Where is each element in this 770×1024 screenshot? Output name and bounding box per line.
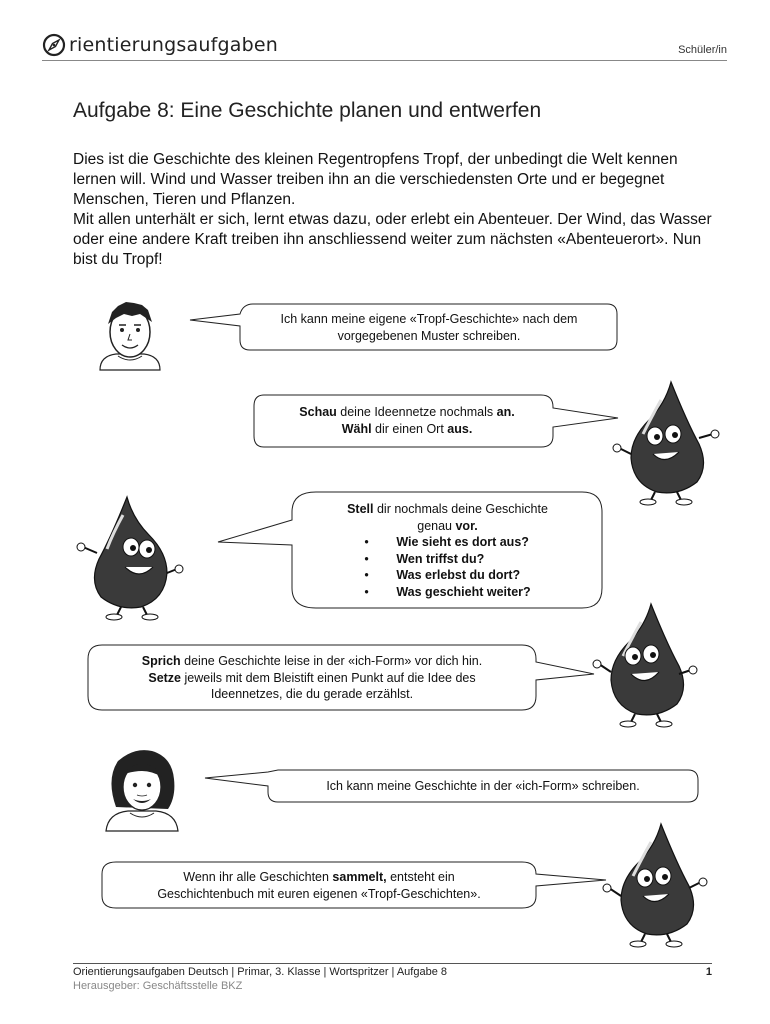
girl-figure bbox=[106, 750, 178, 831]
raindrop-figure-2 bbox=[77, 497, 183, 620]
bubble-3-text bbox=[300, 501, 595, 600]
intro-paragraph-1: Dies ist die Geschichte des kleinen Regentropfens Tropf, der unbedingt die Welt kennen lernen will. Wind und Wasser treiben ihn an die verschiedensten Orte und er begegnet Menschen, Tieren und Pflanzen. bbox=[73, 151, 678, 208]
bubble-2-line-1: Schau deine Ideennetze nochmals an. bbox=[299, 405, 515, 419]
bubble-3-line-1: Stell dir nochmals deine Geschichte bbox=[347, 502, 548, 516]
list-item: • Was geschieht weiter? bbox=[364, 584, 530, 601]
raindrop-figure-3 bbox=[593, 604, 697, 727]
logo-text: rientierungsaufgaben bbox=[69, 34, 278, 56]
footer-divider bbox=[73, 963, 712, 964]
bubble-4-line-3: Ideennetzes, die du gerade erzählst. bbox=[210, 687, 414, 701]
page-title: Aufgabe 8: Eine Geschichte planen und entwerfen bbox=[73, 99, 542, 122]
raindrop-figure-4 bbox=[603, 824, 707, 947]
bubble-2-line-2: Wähl dir einen Ort aus. bbox=[341, 421, 473, 436]
bubble-2-text bbox=[262, 404, 552, 437]
bubble-4-text bbox=[92, 653, 532, 703]
bubble-6-text bbox=[104, 869, 534, 902]
question-list bbox=[364, 534, 530, 600]
list-item: • Wie sieht es dort aus? bbox=[364, 534, 530, 551]
role-label: Schüler/in bbox=[678, 44, 727, 56]
bubble-3-line-2: genau vor. bbox=[417, 518, 478, 533]
bubble-4-line-2: Setze jeweils mit dem Bleistift einen Punkt auf die Idee des bbox=[148, 670, 476, 685]
list-item: • Was erlebst du dort? bbox=[364, 567, 530, 584]
list-item: • Wen triffst du? bbox=[364, 551, 530, 568]
bubble-4-line-1: Sprich deine Geschichte leise in der «ich-Form» vor dich hin. bbox=[141, 654, 483, 668]
raindrop-figure-1 bbox=[613, 382, 719, 505]
bubble-6-line-1: Wenn ihr alle Geschichten sammelt, entsteht ein bbox=[183, 870, 455, 884]
boy-figure bbox=[100, 302, 160, 370]
publisher-text: Herausgeber: Geschäftsstelle BKZ bbox=[73, 980, 243, 992]
page-number: 1 bbox=[705, 966, 712, 978]
bubble-1-text: Ich kann meine eigene «Tropf-Geschichte» nach dem vorgegebenen Muster schreiben. bbox=[280, 312, 578, 343]
intro-paragraph-2: Mit allen unterhält er sich, lernt etwas dazu, oder erlebt ein Abenteuer. Der Wind, das Wasser oder eine andere Kraft treiben ihn anschliessend weiter zum nächsten «Abenteuerort». Nun bist du Tropf! bbox=[73, 211, 712, 268]
footer-text: Orientierungsaufgaben Deutsch | Primar, 3. Klasse | Wortspritzer | Aufgabe 8 bbox=[73, 966, 447, 978]
bubble-6-line-2: Geschichtenbuch mit euren eigenen «Tropf-Geschichten». bbox=[157, 886, 481, 901]
bubble-5-text: Ich kann meine Geschichte in der «ich-Form» schreiben. bbox=[326, 779, 640, 793]
